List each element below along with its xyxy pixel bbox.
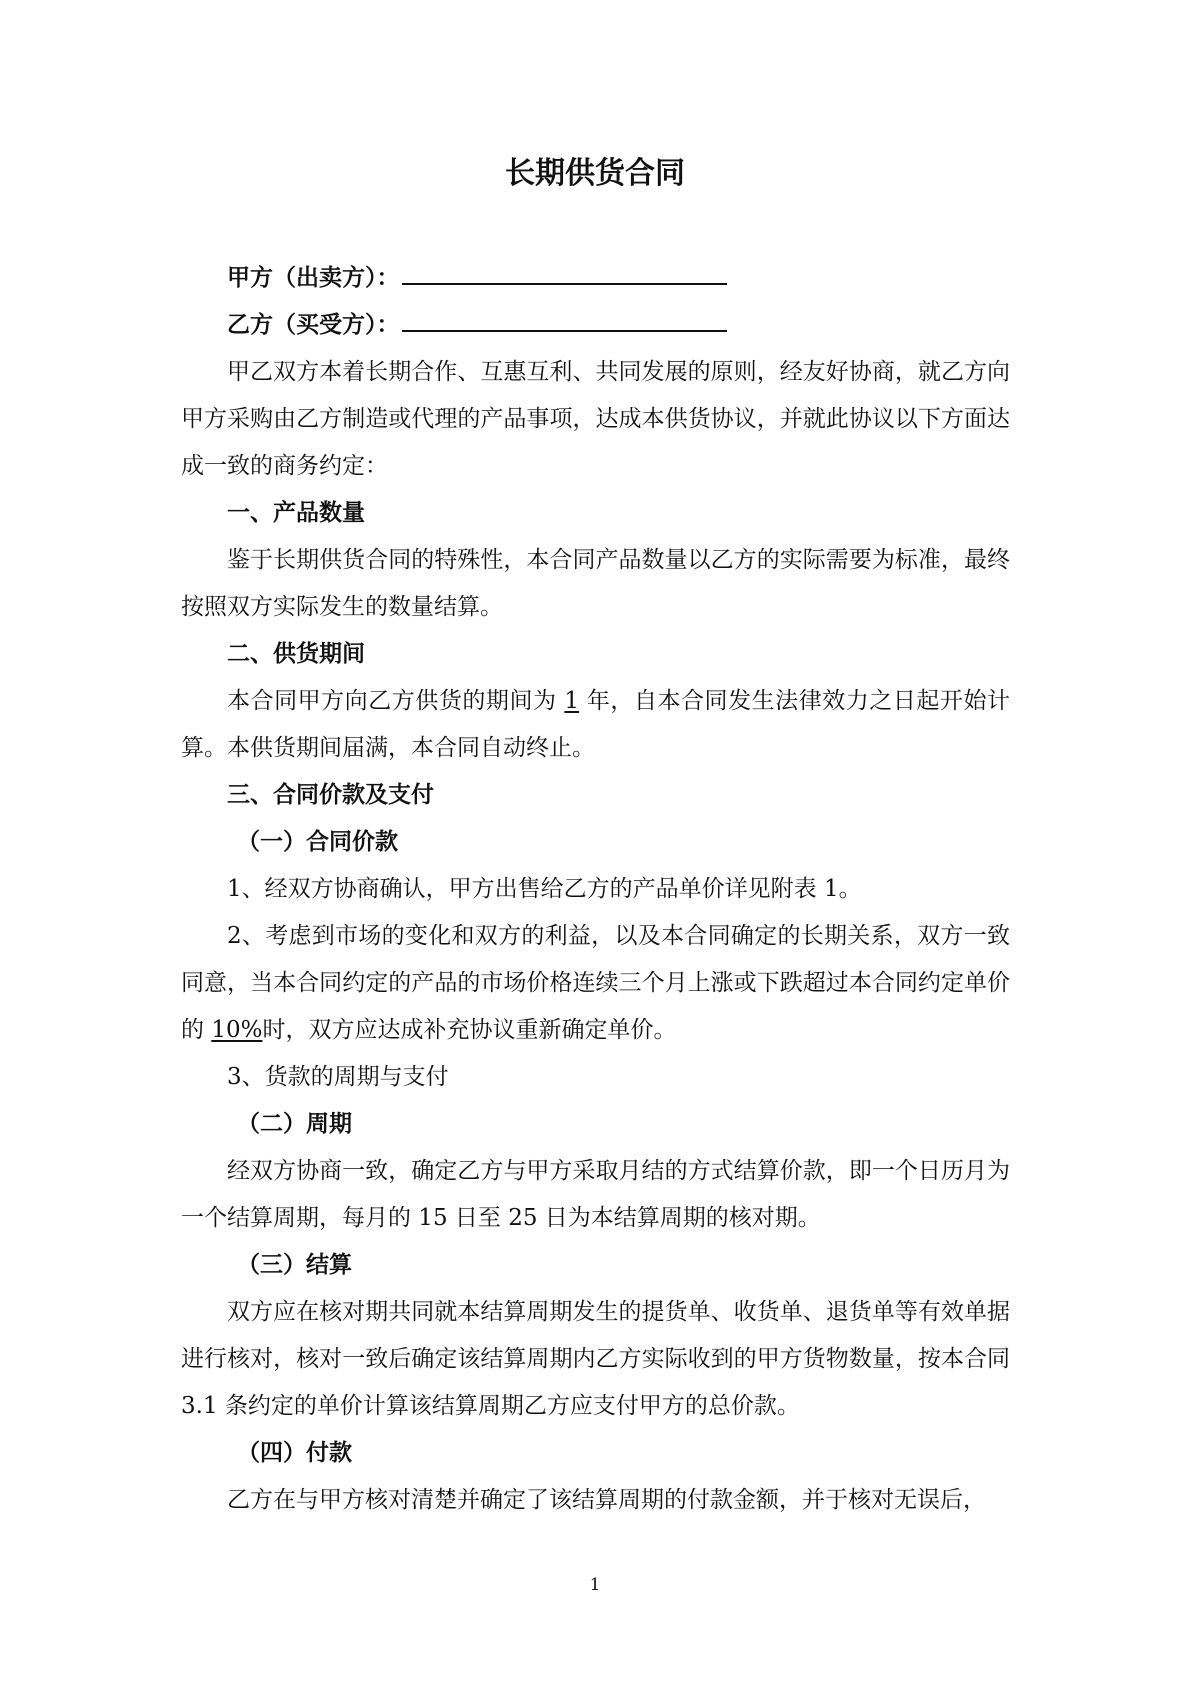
subsection-3-paragraph: 双方应在核对期共同就本结算周期发生的提货单、收货单、退货单等有效单据进行核对，核对一致后确定该结算周期内乙方实际收到的甲方货物数量，按本合同 3.1 条约定的单价计算该结算周期乙方应支付甲方的总价款。 (181, 1299, 1010, 1419)
party-a-label: 甲方（出卖方）： (227, 265, 400, 291)
item-2-text-before: 2、考虑到市场的变化和双方的利益，以及本合同确定的长期关系，双方一致同意，当本合同约定的产品的市场价格连续三个月上涨或下跌超过本合同约定单价的 (181, 923, 1010, 1043)
party-a-line (227, 255, 1010, 302)
section-2-heading: 二、供货期间 (227, 641, 365, 667)
subsection-2-paragraph: 经双方协商一致，确定乙方与甲方采取月结的方式结算价款，即一个日历月为一个结算周期，每月的 15 日至 25 日为本结算周期的核对期。 (181, 1158, 1010, 1231)
item-2-paragraph (181, 913, 1010, 1054)
section-1-heading: 一、产品数量 (227, 500, 365, 526)
item-1-paragraph: 1、经双方协商确认，甲方出售给乙方的产品单价详见附表 1。 (227, 876, 862, 902)
party-b-blank (402, 308, 727, 332)
subsection-2-heading: （二）周期 (237, 1111, 352, 1137)
document-body (181, 255, 1010, 1524)
price-threshold-percent: 10% (211, 1017, 263, 1043)
section-2-text-before: 本合同甲方向乙方供货的期间为 (227, 688, 565, 714)
supply-term-value: 1 (564, 688, 580, 714)
section-1-paragraph: 鉴于长期供货合同的特殊性，本合同产品数量以乙方的实际需要为标准，最终按照双方实际发生的数量结算。 (181, 547, 1010, 620)
document-title: 长期供货合同 (505, 156, 685, 191)
section-2-text-after: 年，自本合同发生法律效力之日起开始计算。本供货期间届满，本合同自动终止。 (181, 688, 1011, 761)
subsection-3-heading: （三）结算 (237, 1252, 352, 1278)
page-number: 1 (589, 1575, 601, 1595)
intro-paragraph: 甲乙双方本着长期合作、互惠互利、共同发展的原则，经友好协商，就乙方向甲方采购由乙方制造或代理的产品事项，达成本供货协议，并就此协议以下方面达成一致的商务约定： (181, 359, 1010, 479)
party-b-line (227, 302, 1010, 349)
section-2-paragraph (181, 678, 1010, 772)
item-3-paragraph: 3、货款的周期与支付 (227, 1064, 449, 1090)
subsection-1-heading: （一）合同价款 (237, 829, 398, 855)
item-2-text-after: 时，双方应达成补充协议重新确定单价。 (262, 1017, 677, 1043)
section-3-heading: 三、合同价款及支付 (227, 782, 434, 808)
party-b-label: 乙方（买受方）： (227, 312, 400, 338)
party-a-blank (402, 261, 727, 285)
subsection-4-heading: （四）付款 (237, 1440, 352, 1466)
subsection-4-paragraph: 乙方在与甲方核对清楚并确定了该结算周期的付款金额，并于核对无误后， (227, 1487, 986, 1513)
